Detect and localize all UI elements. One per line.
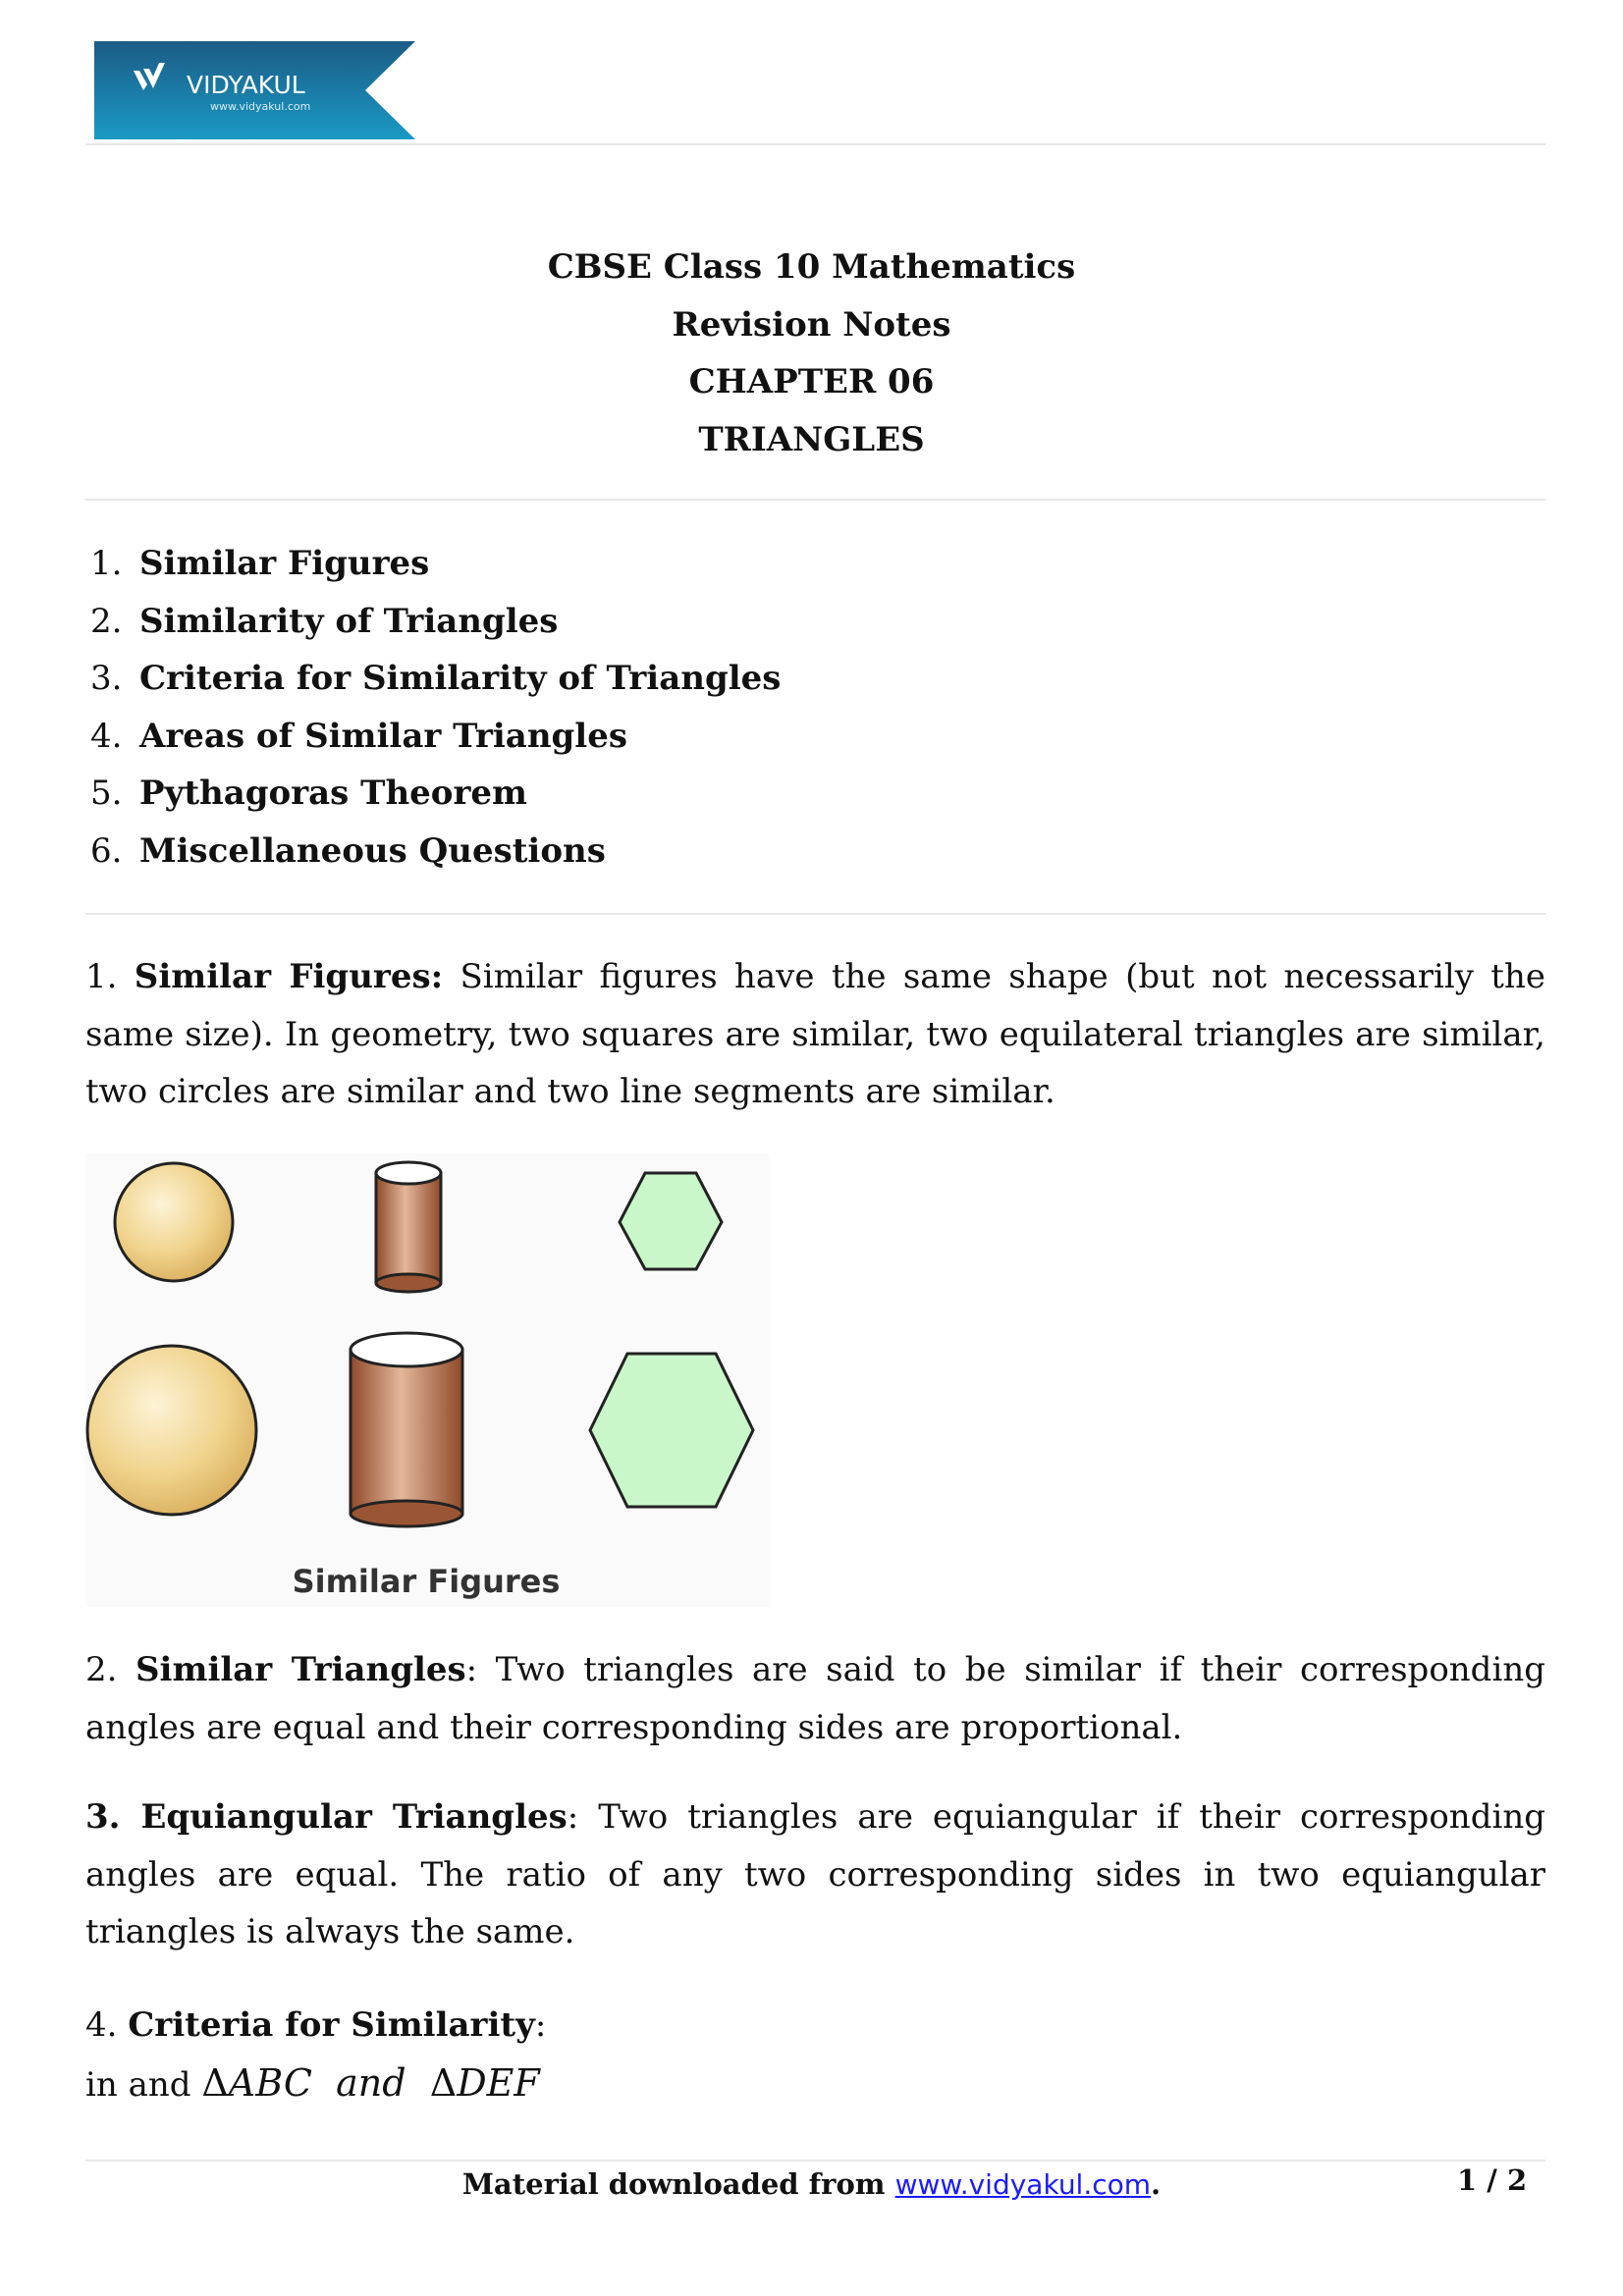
document-header — [0, 239, 1623, 468]
page-footer: Material downloaded from www.vidyakul.com. — [461, 2167, 1162, 2201]
header-line-4: TRIANGLES — [698, 419, 925, 459]
toc-rule — [85, 913, 1545, 915]
toc-item: 6. Miscellaneous Questions — [90, 830, 606, 871]
vidyakul-logo — [94, 41, 415, 139]
math-triangles: ΔABC and ΔDEF — [201, 2060, 540, 2105]
small-cylinder — [376, 1162, 441, 1292]
title-rule — [85, 499, 1545, 501]
toc-item: 2. Similarity of Triangles — [90, 601, 559, 641]
vidyakul-link[interactable]: www.vidyakul.com — [894, 2168, 1152, 2201]
large-sphere — [87, 1346, 256, 1515]
header-rule — [85, 143, 1545, 145]
section-equiangular-triangles: 3. Equiangular Triangles: Two triangles are equiangular if their corresponding angles are equal. The ratio of any two corresponding sides in two equiangular triangles is always the same. — [85, 1797, 1545, 1951]
header-line-1: CBSE Class 10 Mathematics — [547, 247, 1076, 287]
logo-brand: VIDYAKUL — [187, 71, 305, 99]
toc-item: 3. Criteria for Similarity of Triangles — [90, 659, 782, 698]
section-similar-figures: 1. Similar Figures: Similar figures have the same shape (but not necessarily the same size). In geometry, two squares are similar, two equilateral triangles are similar, two circles are similar and two line segments are similar. — [85, 957, 1545, 1111]
similar-figures-image — [85, 1153, 770, 1607]
section-similar-triangles: 2. Similar Triangles: Two triangles are said to be similar if their corresponding angles are equal and their corresponding sides are proportional. — [85, 1650, 1545, 1747]
figure-caption: Similar Figures — [292, 1563, 561, 1600]
section-criteria-for-similarity: 4. Criteria for Similarity: in and ΔABC and ΔDEF — [85, 2005, 547, 2105]
table-of-contents — [90, 535, 781, 880]
page-number: 1 / 2 — [1457, 2163, 1528, 2197]
footer-rule — [85, 2160, 1545, 2162]
logo-url: www.vidyakul.com — [210, 100, 311, 113]
header-line-2: Revision Notes — [672, 304, 951, 345]
toc-item: 5. Pythagoras Theorem — [90, 774, 528, 813]
large-cylinder — [351, 1333, 462, 1526]
toc-item: 4. Areas of Similar Triangles — [90, 716, 628, 756]
toc-item: 1. Similar Figures — [90, 544, 430, 583]
header-line-3: CHAPTER 06 — [688, 362, 935, 401]
small-sphere — [115, 1163, 233, 1281]
